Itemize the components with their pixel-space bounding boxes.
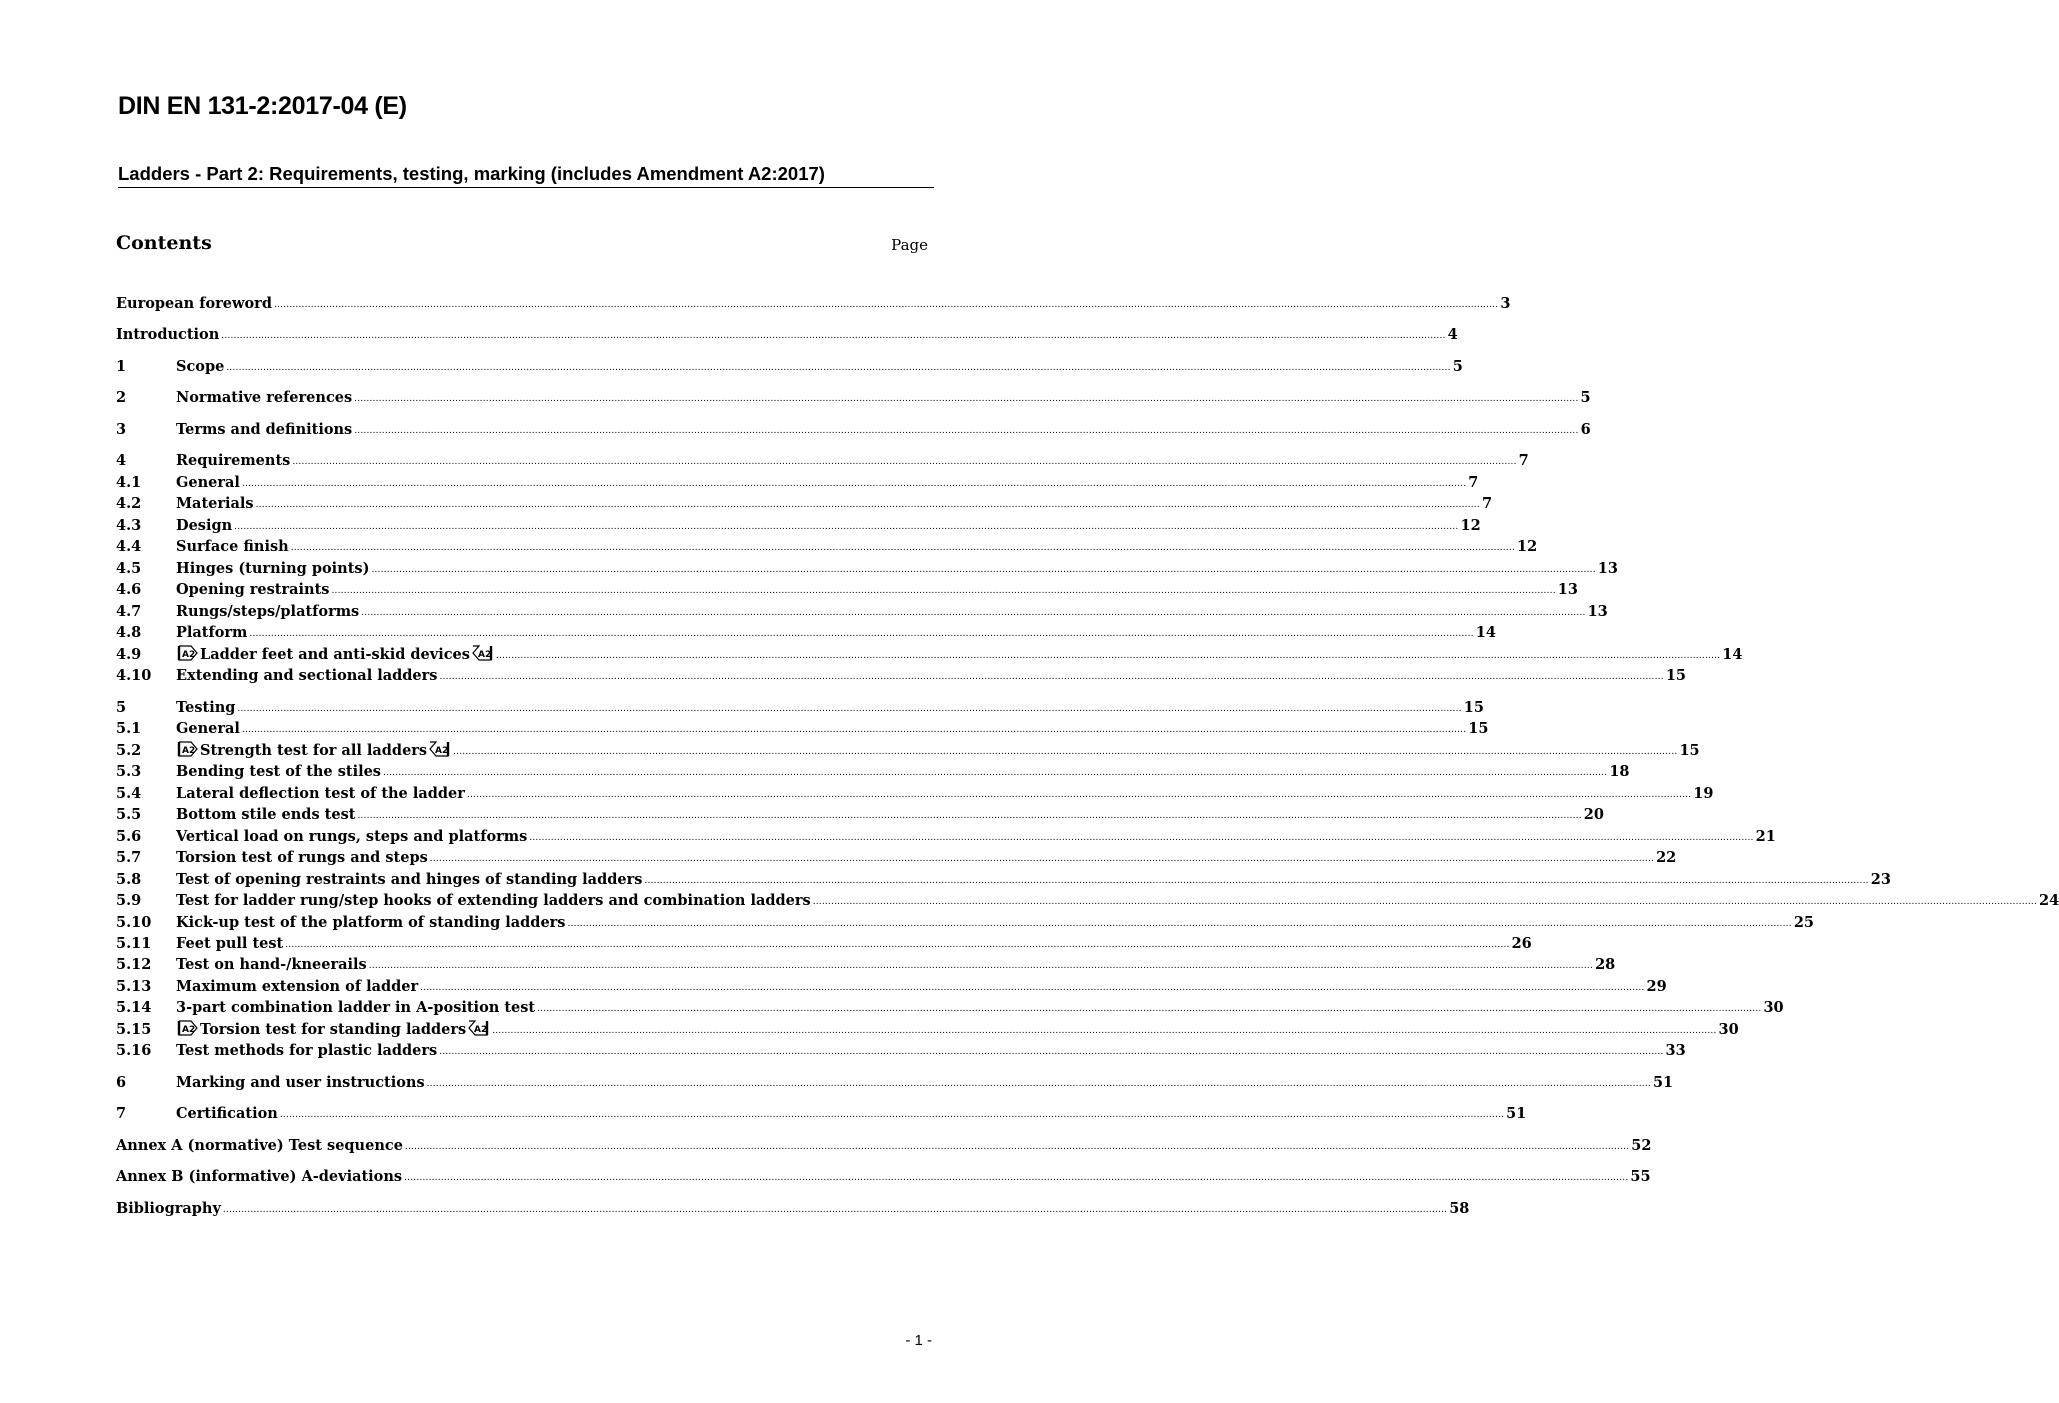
toc-leader-dots: ................................................................................................................................................................................................................................................................................................................................................................................................................ [404, 1173, 1629, 1183]
toc-entry[interactable] [116, 666, 1686, 686]
toc-entry[interactable] [116, 325, 1458, 345]
toc-entry[interactable] [116, 955, 1616, 975]
toc-leader-dots: ................................................................................................................................................................................................................................................................................................................................................................................................................ [439, 672, 1664, 682]
toc-entry[interactable] [116, 913, 1814, 933]
toc-entry-number: 5.14 [116, 999, 152, 1016]
toc-entry[interactable] [116, 580, 1578, 600]
page-column-heading: Page [891, 236, 928, 254]
toc-entry-page: 26 [1511, 935, 1532, 952]
toc-entry-number: 5.11 [116, 935, 152, 952]
toc-entry-title [176, 741, 451, 761]
svg-text:A2: A2 [435, 746, 449, 756]
toc-entry-title: Marking and user instructions [176, 1074, 425, 1091]
toc-leader-dots: ................................................................................................................................................................................................................................................................................................................................................................................................................ [354, 426, 1579, 436]
toc-leader-dots: ................................................................................................................................................................................................................................................................................................................................................................................................................ [404, 1142, 1630, 1152]
toc-entry-page: 20 [1583, 806, 1604, 823]
toc-entry-number: 5.8 [116, 871, 142, 888]
toc-leader-dots: ................................................................................................................................................................................................................................................................................................................................................................................................................ [426, 1079, 1651, 1089]
toc-leader-dots: ................................................................................................................................................................................................................................................................................................................................................................................................................ [492, 1026, 1717, 1036]
toc-leader-dots: ................................................................................................................................................................................................................................................................................................................................................................................................................ [249, 629, 1474, 639]
toc-leader-dots: ................................................................................................................................................................................................................................................................................................................................................................................................................ [290, 543, 1516, 553]
toc-leader-dots: ................................................................................................................................................................................................................................................................................................................................................................................................................ [368, 961, 1594, 971]
toc-entry-title: Torsion test of rungs and steps [176, 849, 428, 866]
toc-leader-dots: ................................................................................................................................................................................................................................................................................................................................................................................................................ [453, 747, 1678, 757]
toc-entry[interactable] [116, 805, 1604, 825]
toc-entry-number: 4.5 [116, 560, 142, 577]
toc-leader-dots: ................................................................................................................................................................................................................................................................................................................................................................................................................ [221, 331, 1446, 341]
toc-entry-title [176, 1020, 490, 1040]
toc-entry-title: Hinges (turning points) [176, 560, 370, 577]
toc-entry-page: 19 [1693, 785, 1714, 802]
toc-entry[interactable] [116, 537, 1538, 557]
toc-entry[interactable] [116, 451, 1529, 471]
toc-entry[interactable] [116, 559, 1618, 579]
toc-entry-title: Bottom stile ends test [176, 806, 356, 823]
toc-entry-page: 4 [1447, 326, 1458, 343]
toc-entry-page: 13 [1557, 581, 1578, 598]
toc-leader-dots: ................................................................................................................................................................................................................................................................................................................................................................................................................ [241, 725, 1467, 735]
toc-entry-page: 13 [1597, 560, 1618, 577]
toc-entry[interactable] [116, 1020, 1739, 1040]
toc-entry[interactable] [116, 388, 1591, 408]
page-number: - 1 - [905, 1332, 932, 1349]
toc-entry[interactable] [116, 1199, 1470, 1219]
toc-entry[interactable] [116, 698, 1484, 718]
toc-entry-number: 5.2 [116, 742, 142, 759]
toc-entry[interactable] [116, 741, 1700, 761]
toc-leader-dots: ................................................................................................................................................................................................................................................................................................................................................................................................................ [237, 704, 1462, 714]
toc-entry[interactable] [116, 719, 1489, 739]
toc-entry-title: Rungs/steps/platforms [176, 603, 360, 620]
toc-entry-number: 5.13 [116, 978, 152, 995]
toc-entry-title: Extending and sectional ladders [176, 667, 438, 684]
toc-entry-number: 4.8 [116, 624, 142, 641]
toc-entry[interactable] [116, 934, 1532, 954]
toc-entry-title: Test on hand-/kneerails [176, 956, 367, 973]
toc-leader-dots: ................................................................................................................................................................................................................................................................................................................................................................................................................ [371, 565, 1596, 575]
toc-leader-dots: ................................................................................................................................................................................................................................................................................................................................................................................................................ [537, 1004, 1762, 1014]
toc-entry-page: 24 [2039, 892, 2059, 909]
toc-entry-title: Test for ladder rung/step hooks of extending ladders and combination ladders [176, 892, 811, 909]
toc-entry[interactable] [116, 998, 1784, 1018]
toc-entry-number: 5.10 [116, 914, 152, 931]
toc-entry-page: 28 [1595, 956, 1616, 973]
toc-entry-title: Kick-up test of the platform of standing ladders [176, 914, 566, 931]
toc-entry-page: 25 [1793, 914, 1814, 931]
toc-entry-number: 6 [116, 1074, 127, 1091]
toc-entry[interactable] [116, 1136, 1652, 1156]
toc-entry[interactable] [116, 494, 1493, 514]
toc-entry-title-text: Ladder feet and anti-skid devices [200, 646, 470, 663]
toc-entry-page: 14 [1475, 624, 1496, 641]
toc-entry-page: 3 [1500, 295, 1511, 312]
toc-entry-page: 5 [1580, 389, 1591, 406]
toc-entry-page: 58 [1449, 1200, 1470, 1217]
toc-entry-number: 1 [116, 358, 127, 375]
toc-leader-dots: ................................................................................................................................................................................................................................................................................................................................................................................................................ [361, 608, 1586, 618]
toc-entry-number: 5.16 [116, 1042, 152, 1059]
toc-leader-dots: ................................................................................................................................................................................................................................................................................................................................................................................................................ [255, 500, 1480, 510]
toc-leader-dots: ................................................................................................................................................................................................................................................................................................................................................................................................................ [357, 811, 1582, 821]
toc-entry-page: 14 [1722, 646, 1743, 663]
toc-entry-page: 33 [1665, 1042, 1686, 1059]
toc-entry-page: 12 [1460, 517, 1481, 534]
toc-entry[interactable] [116, 473, 1479, 493]
toc-entry-number: 7 [116, 1105, 127, 1122]
toc-entry-page: 12 [1517, 538, 1538, 555]
toc-entry-page: 15 [1463, 699, 1484, 716]
toc-leader-dots: ................................................................................................................................................................................................................................................................................................................................................................................................................ [420, 983, 1645, 993]
toc-entry-title: Materials [176, 495, 254, 512]
contents-heading: Contents [116, 232, 212, 254]
toc-leader-dots: ................................................................................................................................................................................................................................................................................................................................................................................................................ [812, 897, 2038, 907]
svg-text:A2: A2 [474, 1025, 488, 1035]
svg-text:A2: A2 [182, 746, 196, 756]
toc-entry-title-text: Strength test for all ladders [200, 742, 428, 759]
toc-entry[interactable] [116, 827, 1776, 847]
toc-entry[interactable] [116, 784, 1714, 804]
toc-entry-title: Maximum extension of ladder [176, 978, 419, 995]
toc-entry-number: 2 [116, 389, 127, 406]
toc-entry-number: 4.10 [116, 667, 152, 684]
toc-leader-dots: ................................................................................................................................................................................................................................................................................................................................................................................................................ [292, 457, 1517, 467]
toc-entry-title: Scope [176, 358, 225, 375]
toc-entry-number: 4.7 [116, 603, 142, 620]
toc-entry-number: 5.5 [116, 806, 142, 823]
toc-entry-page: 7 [1468, 474, 1479, 491]
toc-leader-dots: ................................................................................................................................................................................................................................................................................................................................................................................................................ [529, 833, 1754, 843]
toc-entry[interactable] [116, 977, 1667, 997]
toc-leader-dots: ................................................................................................................................................................................................................................................................................................................................................................................................................ [222, 1205, 1448, 1215]
toc-leader-dots: ................................................................................................................................................................................................................................................................................................................................................................................................................ [466, 790, 1692, 800]
toc-entry[interactable] [116, 602, 1608, 622]
toc-entry[interactable] [116, 848, 1677, 868]
toc-entry[interactable] [116, 891, 2059, 911]
toc-entry-number: 5.4 [116, 785, 142, 802]
toc-entry-title: Opening restraints [176, 581, 330, 598]
toc-entry-page: 7 [1518, 452, 1529, 469]
toc-entry-title: Normative references [176, 389, 353, 406]
toc-leader-dots: ................................................................................................................................................................................................................................................................................................................................................................................................................ [429, 854, 1655, 864]
svg-text:A2: A2 [182, 1025, 196, 1035]
toc-entry-number: 4.6 [116, 581, 142, 598]
amendment-start-icon [178, 645, 198, 661]
toc-entry-number: 4 [116, 452, 127, 469]
toc-leader-dots: ................................................................................................................................................................................................................................................................................................................................................................................................................ [495, 651, 1721, 661]
toc-leader-dots: ................................................................................................................................................................................................................................................................................................................................................................................................................ [279, 1110, 1505, 1120]
toc-leader-dots: ................................................................................................................................................................................................................................................................................................................................................................................................................ [439, 1047, 1664, 1057]
toc-entry-number: 5.12 [116, 956, 152, 973]
toc-entry[interactable] [116, 357, 1463, 377]
toc-entry-title: Feet pull test [176, 935, 284, 952]
toc-entry[interactable] [116, 762, 1630, 782]
toc-entry-number: 5.9 [116, 892, 142, 909]
toc-entry-title: Platform [176, 624, 248, 641]
toc-leader-dots: ................................................................................................................................................................................................................................................................................................................................................................................................................ [331, 586, 1556, 596]
amendment-start-icon [178, 741, 198, 757]
toc-entry-title: Annex B (informative) A-deviations [116, 1168, 403, 1185]
toc-entry-title: Introduction [116, 326, 220, 343]
toc-entry-number: 4.3 [116, 517, 142, 534]
svg-text:A2: A2 [182, 650, 196, 660]
toc-entry-page: 51 [1652, 1074, 1674, 1091]
toc-entry[interactable] [116, 294, 1511, 314]
toc-entry-number: 5.6 [116, 828, 142, 845]
toc-entry-page: 52 [1631, 1137, 1652, 1154]
toc-entry[interactable] [116, 645, 1743, 665]
toc-entry-number: 5 [116, 699, 127, 716]
toc-leader-dots: ................................................................................................................................................................................................................................................................................................................................................................................................................ [644, 876, 1869, 886]
toc-entry-page: 55 [1630, 1168, 1651, 1185]
toc-leader-dots: ................................................................................................................................................................................................................................................................................................................................................................................................................ [354, 394, 1579, 404]
toc-entry-number: 5.15 [116, 1021, 152, 1038]
toc-leader-dots: ................................................................................................................................................................................................................................................................................................................................................................................................................ [382, 768, 1608, 778]
toc-entry-title: Requirements [176, 452, 291, 469]
toc-entry-page: 21 [1755, 828, 1776, 845]
toc-entry-title: Surface finish [176, 538, 289, 555]
toc-leader-dots: ................................................................................................................................................................................................................................................................................................................................................................................................................ [241, 479, 1467, 489]
toc-entry-number: 5.1 [116, 720, 142, 737]
document-title: Ladders - Part 2: Requirements, testing, marking (includes Amendment A2:2017) [118, 163, 934, 188]
toc-entry-title: Bibliography [116, 1200, 221, 1217]
toc-entry[interactable] [116, 1104, 1527, 1124]
toc-entry-title: European foreword [116, 295, 272, 312]
toc-entry-title: Testing [176, 699, 236, 716]
toc-entry-number: 4.1 [116, 474, 142, 491]
toc-entry[interactable] [116, 420, 1591, 440]
toc-entry-page: 7 [1481, 495, 1493, 512]
toc-entry-title: Certification [176, 1105, 278, 1122]
toc-entry-title: Design [176, 517, 233, 534]
toc-entry-page: 29 [1646, 978, 1667, 995]
toc-entry-page: 18 [1609, 763, 1630, 780]
toc-leader-dots: ................................................................................................................................................................................................................................................................................................................................................................................................................ [285, 940, 1510, 950]
toc-entry-title: Lateral deflection test of the ladder [176, 785, 465, 802]
toc-entry-title: Vertical load on rungs, steps and platforms [176, 828, 528, 845]
amendment-end-icon [468, 1020, 488, 1036]
toc-entry-number: 4.2 [116, 495, 142, 512]
svg-text:A2: A2 [477, 650, 492, 660]
toc-entry-page: 51 [1506, 1105, 1527, 1122]
toc-entry[interactable] [116, 1041, 1686, 1061]
toc-entry-number: 5.3 [116, 763, 142, 780]
toc-entry-page: 30 [1763, 999, 1784, 1016]
amendment-end-icon [472, 645, 492, 661]
amendment-end-icon [429, 741, 449, 757]
toc-entry-page: 6 [1580, 421, 1591, 438]
toc-entry-number: 4.9 [116, 646, 142, 663]
toc-entry-title: Test methods for plastic ladders [176, 1042, 438, 1059]
toc-leader-dots: ................................................................................................................................................................................................................................................................................................................................................................................................................ [567, 919, 1792, 929]
toc-entry-title: Annex A (normative) Test sequence [116, 1137, 403, 1154]
toc-entry-page: 13 [1587, 603, 1608, 620]
toc-entry-number: 3 [116, 421, 127, 438]
toc-leader-dots: ................................................................................................................................................................................................................................................................................................................................................................................................................ [234, 522, 1459, 532]
toc-entry[interactable] [116, 1167, 1651, 1187]
document-id: DIN EN 131-2:2017-04 (E) [118, 92, 407, 120]
toc-entry[interactable] [116, 623, 1496, 643]
toc-entry[interactable] [116, 870, 1891, 890]
toc-entry[interactable] [116, 516, 1481, 536]
toc-entry-page: 15 [1665, 667, 1686, 684]
toc-leader-dots: ................................................................................................................................................................................................................................................................................................................................................................................................................ [226, 363, 1451, 373]
toc-entry-title: Test of opening restraints and hinges of standing ladders [176, 871, 643, 888]
toc-entry-title [176, 645, 494, 665]
toc-entry[interactable] [116, 1073, 1674, 1093]
toc-entry-title: General [176, 720, 240, 737]
toc-entry-title: Bending test of the stiles [176, 763, 381, 780]
toc-entry-page: 5 [1452, 358, 1463, 375]
toc-entry-title-text: Torsion test for standing ladders [200, 1021, 467, 1038]
toc-leader-dots: ................................................................................................................................................................................................................................................................................................................................................................................................................ [273, 300, 1499, 310]
toc-entry-title: General [176, 474, 240, 491]
toc-entry-page: 15 [1468, 720, 1489, 737]
toc-entry-number: 4.4 [116, 538, 142, 555]
toc-entry-title: Terms and definitions [176, 421, 353, 438]
toc-entry-number: 5.7 [116, 849, 142, 866]
toc-entry-page: 22 [1656, 849, 1677, 866]
toc-entry-page: 30 [1718, 1021, 1739, 1038]
toc-entry-title: 3-part combination ladder in A-position test [176, 999, 536, 1016]
amendment-start-icon [178, 1020, 198, 1036]
toc-entry-page: 15 [1679, 742, 1700, 759]
toc-entry-page: 23 [1870, 871, 1891, 888]
